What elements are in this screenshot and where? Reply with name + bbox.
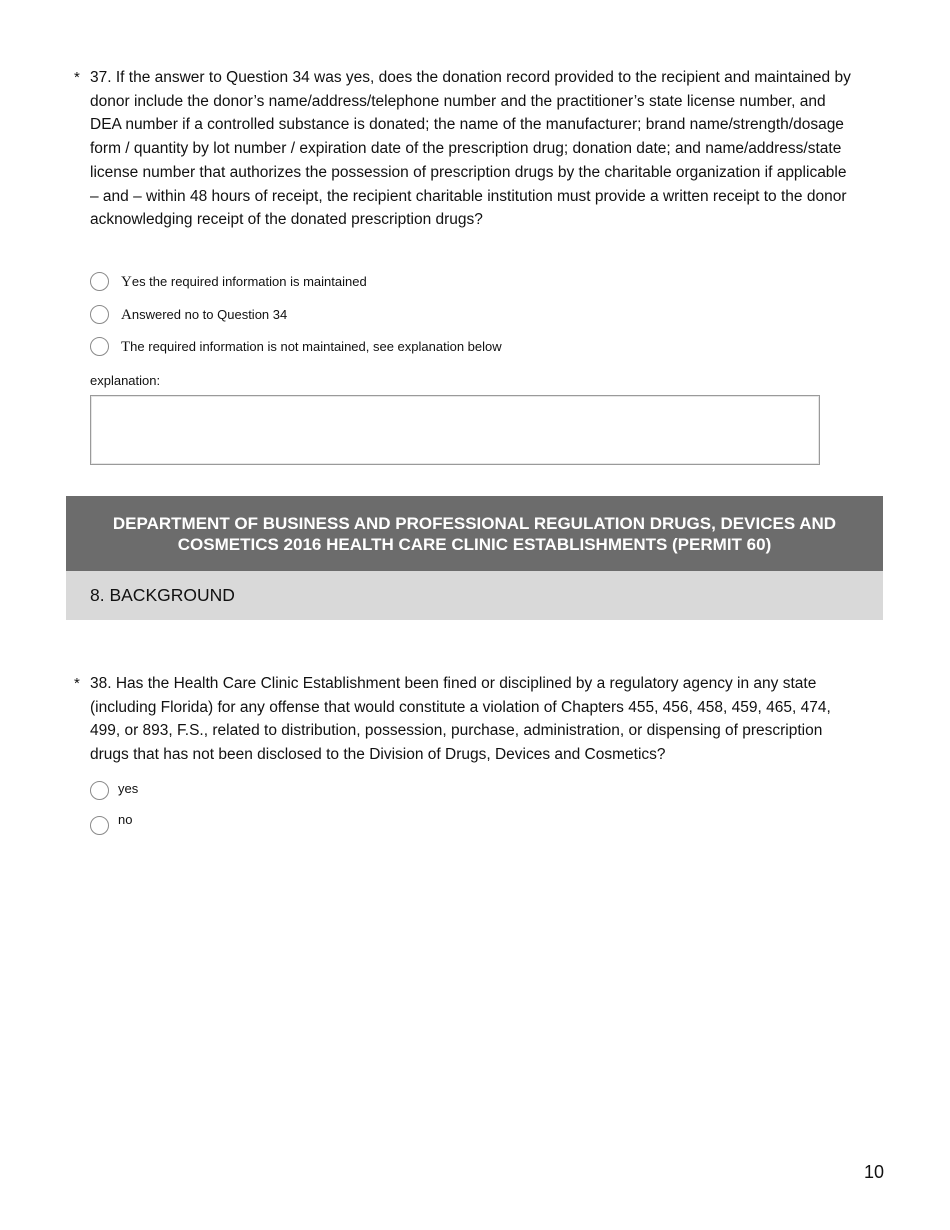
- department-banner-title: DEPARTMENT OF BUSINESS AND PROFESSIONAL REGULATION DRUGS, DEVICES AND COSMETICS 2016 HEALTH CARE CLINIC ESTABLISHMENTS (PERMIT 60): [112, 513, 837, 554]
- question-38: [74, 672, 854, 767]
- q38-option-yes[interactable]: [90, 781, 138, 800]
- q37-option-label: Yes the required information is maintained: [121, 273, 367, 290]
- radio-button[interactable]: [90, 337, 109, 356]
- radio-button[interactable]: [90, 816, 109, 835]
- q37-option-label: Answered no to Question 34: [121, 306, 288, 323]
- q38-option-label: yes: [118, 780, 139, 796]
- section-header: [66, 571, 883, 620]
- department-banner: [66, 496, 883, 571]
- section-title: 8. BACKGROUND: [90, 585, 235, 605]
- page-number: 10: [863, 1162, 884, 1182]
- radio-button[interactable]: [90, 781, 109, 800]
- q38-option-label: no: [118, 811, 133, 827]
- required-asterisk: *: [74, 675, 80, 692]
- radio-button[interactable]: [90, 272, 109, 291]
- question-37: [74, 66, 854, 232]
- q38-option-no[interactable]: [90, 811, 133, 835]
- question-37-text: 37. If the answer to Question 34 was yes, does the donation record provided to the recipient and maintained by donor include the donor’s name/address/telephone number and the practitioner’s state license number, and DEA number if a controlled substance is donated; the name of the manufacturer; brand name/strength/dosage form / quantity by lot number / expiration date of the prescription drug; donation date; and name/address/state license number that authorizes the possession of prescription drugs by the charitable organization if applicable – and – within 48 hours of receipt, the recipient charitable institution must provide a written receipt to the donor acknowledging receipt of the donated prescription drugs?: [90, 69, 851, 229]
- required-asterisk: *: [74, 69, 80, 86]
- q37-option-label: The required information is not maintained, see explanation below: [121, 338, 502, 355]
- explanation-input[interactable]: [90, 395, 820, 465]
- q37-option-maintained[interactable]: [90, 272, 367, 291]
- radio-button[interactable]: [90, 305, 109, 324]
- explanation-label: explanation:: [90, 373, 161, 388]
- q37-option-answered-no[interactable]: [90, 305, 287, 324]
- q37-option-not-maintained[interactable]: [90, 337, 502, 356]
- question-38-text: 38. Has the Health Care Clinic Establishment been fined or disciplined by a regulatory agency in any state (including Florida) for any offense that would constitute a violation of Chapters 455, 456, 458, 459, 465, 474, 499, or 893, F.S., related to distribution, possession, purchase, administration, or dispensing of prescription drugs that has not been disclosed to the Division of Drugs, Devices and Cosmetics?: [90, 675, 831, 764]
